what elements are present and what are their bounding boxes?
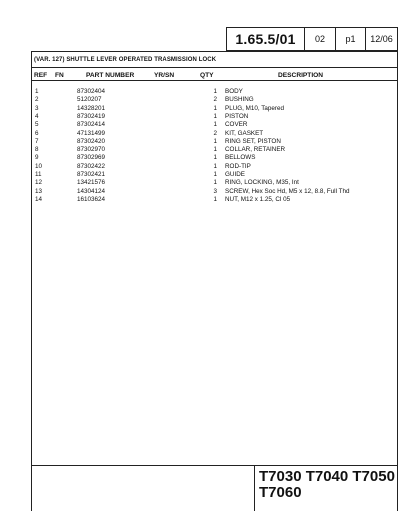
part-number-cell: 14328201	[77, 104, 106, 112]
col-header-ref: REF	[34, 72, 48, 79]
ref-cell: 8	[35, 146, 39, 154]
description-cell: ROD-TIP	[225, 162, 251, 170]
ref-cell: 2	[35, 96, 39, 104]
revision: 02	[314, 34, 325, 44]
ref-cell: 9	[35, 154, 39, 162]
part-number-cell: 87302414	[77, 121, 106, 129]
part-number-cell: 87302421	[77, 171, 106, 178]
description-cell: GUIDE	[225, 171, 245, 178]
description-cell: SCREW, Hex Soc Hd, M5 x 12, 8.8, Full Thd	[225, 187, 350, 195]
table-row	[0, 130, 416, 138]
table-row	[0, 105, 416, 113]
ref-cell: 1	[35, 88, 39, 95]
page-box	[335, 27, 366, 51]
page-number: p1	[345, 34, 356, 44]
qty-cell: 2	[213, 96, 217, 104]
part-number-cell: 87302420	[77, 137, 106, 145]
qty-cell: 1	[213, 154, 217, 162]
part-number-cell: 87302419	[77, 112, 106, 120]
ref-cell: 11	[35, 171, 42, 178]
date-box	[365, 27, 398, 51]
qty-cell: 1	[213, 137, 217, 145]
description-cell: KIT, GASKET	[225, 129, 264, 137]
description-cell: RING, LOCKING, M35, Int	[225, 179, 299, 187]
qty-cell: 1	[213, 195, 217, 203]
table-row	[0, 121, 416, 129]
qty-cell: 1	[213, 146, 217, 154]
col-header-description: DESCRIPTION	[278, 72, 324, 79]
qty-cell: 2	[213, 129, 217, 137]
part-number-cell: 87302970	[77, 146, 106, 154]
description-cell: BELLOWS	[225, 154, 256, 162]
ref-cell: 5	[35, 121, 39, 129]
qty-cell: 1	[213, 121, 217, 129]
description-cell: NUT, M12 x 1.25, Cl 05	[225, 195, 291, 203]
col-header-part-number: PART NUMBER	[86, 72, 135, 79]
ref-cell: 10	[35, 162, 43, 170]
table-row	[0, 196, 416, 204]
qty-cell: 1	[213, 162, 217, 170]
title-divider	[31, 67, 398, 68]
qty-cell: 1	[213, 179, 217, 187]
description-cell: COLLAR, RETAINER	[225, 146, 286, 154]
part-number-cell: 16103624	[77, 195, 106, 203]
table-row	[0, 88, 416, 96]
qty-cell: 1	[213, 104, 217, 112]
ref-number: 1.65.5/01	[235, 31, 296, 47]
part-number-cell: 87302404	[77, 88, 106, 95]
description-cell: RING SET, PISTON	[225, 137, 281, 145]
description-cell: COVER	[225, 121, 248, 129]
description-cell: PLUG, M10, Tapered	[225, 104, 285, 112]
part-number-cell: 5120207	[77, 96, 102, 104]
ref-cell: 6	[35, 129, 39, 137]
col-header-qty: QTY	[200, 72, 214, 79]
table-row	[0, 138, 416, 146]
ref-cell: 13	[35, 187, 43, 195]
description-cell: PISTON	[225, 112, 249, 120]
table-row	[0, 188, 416, 196]
description-cell: BUSHING	[225, 96, 254, 104]
section-title: (VAR. 127) SHUTTLE LEVER OPERATED TRASMISSION LOCK	[34, 57, 217, 63]
part-number-cell: 87302422	[77, 162, 106, 170]
ref-cell: 3	[35, 104, 39, 112]
ref-cell: 4	[35, 112, 39, 120]
footer-split	[254, 465, 255, 511]
table-row	[0, 146, 416, 154]
col-header-yr-sn: YR/SN	[154, 72, 175, 79]
column-header-divider	[31, 80, 398, 81]
table-row	[0, 163, 416, 171]
model-list: T7030 T7040 T7050 T7060	[259, 468, 395, 501]
qty-cell: 3	[213, 187, 217, 195]
ref-cell: 14	[35, 195, 43, 203]
table-row	[0, 113, 416, 121]
part-number-cell: 87302969	[77, 154, 106, 162]
part-number-cell: 47131499	[77, 129, 106, 137]
col-header-fn: FN	[55, 72, 64, 79]
date: 12/06	[370, 34, 393, 44]
table-row	[0, 154, 416, 162]
rev-box	[304, 27, 336, 51]
ref-number-box	[226, 27, 305, 51]
qty-cell: 1	[213, 88, 217, 95]
qty-cell: 1	[213, 171, 217, 178]
header-top-rule	[31, 51, 398, 52]
table-row	[0, 179, 416, 187]
ref-cell: 7	[35, 137, 39, 145]
ref-cell: 12	[35, 179, 43, 187]
table-row	[0, 96, 416, 104]
qty-cell: 1	[213, 112, 217, 120]
part-number-cell: 13421576	[77, 179, 106, 187]
footer-divider	[31, 465, 398, 466]
description-cell: BODY	[225, 88, 243, 95]
part-number-cell: 14304124	[77, 187, 106, 195]
table-row	[0, 171, 416, 179]
